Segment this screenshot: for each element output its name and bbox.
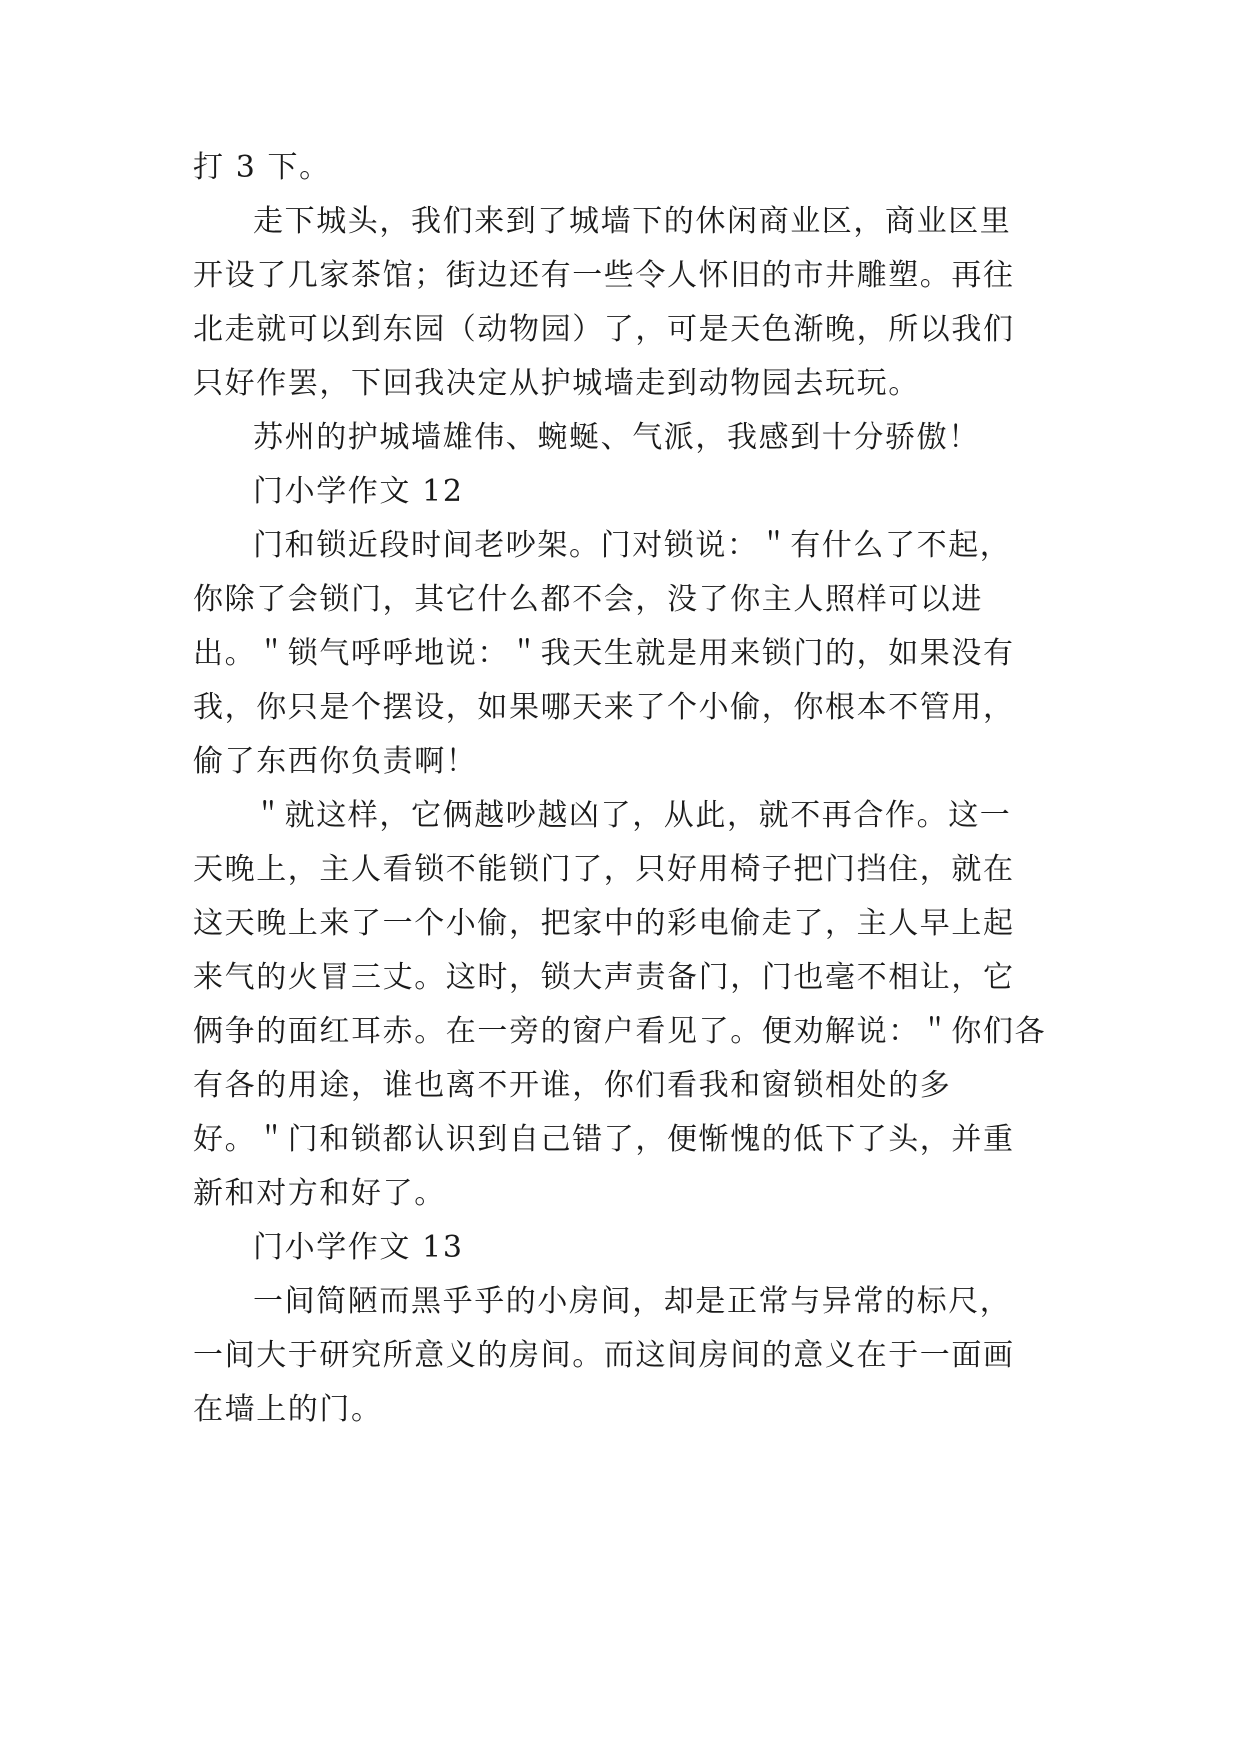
text-line: 打 3 下。 <box>193 150 331 185</box>
text-line: 一间大于研究所意义的房间。而这间房间的意义在于一面画 <box>193 1338 1015 1373</box>
paragraph-start: 门和锁近段时间老吵架。门对锁说：＂有什么了不起， <box>253 528 1012 563</box>
text-line: 来气的火冒三丈。这时，锁大声责备门，门也毫不相让，它 <box>193 960 1015 995</box>
text-line: 开设了几家茶馆；街边还有一些令人怀旧的市井雕塑。再往 <box>193 258 1015 293</box>
text-line: 在墙上的门。 <box>193 1392 383 1427</box>
text-line: 只好作罢，下回我决定从护城墙走到动物园去玩玩。 <box>193 366 920 401</box>
section-heading: 门小学作文 12 <box>253 474 464 509</box>
text-line: 新和对方和好了。 <box>193 1176 446 1211</box>
text-line: 我，你只是个摆设，如果哪天来了个小偷，你根本不管用， <box>193 690 1015 725</box>
paragraph-start: 一间简陋而黑乎乎的小房间，却是正常与异常的标尺， <box>253 1284 1012 1319</box>
text-line: 天晚上，主人看锁不能锁门了，只好用椅子把门挡住，就在 <box>193 852 1015 887</box>
text-line: 北走就可以到东园（动物园）了，可是天色渐晚，所以我们 <box>193 312 1015 347</box>
text-line: 好。＂门和锁都认识到自己错了，便惭愧的低下了头，并重 <box>193 1122 1015 1157</box>
text-line: 俩争的面红耳赤。在一旁的窗户看见了。便劝解说：＂你们各 <box>193 1014 1047 1049</box>
text-line: 你除了会锁门，其它什么都不会，没了你主人照样可以进 <box>193 582 983 617</box>
text-line: 出。＂锁气呼呼地说：＂我天生就是用来锁门的，如果没有 <box>193 636 1015 671</box>
text-line: 这天晚上来了一个小偷，把家中的彩电偷走了，主人早上起 <box>193 906 1015 941</box>
text-line: 有各的用途，谁也离不开谁，你们看我和窗锁相处的多 <box>193 1068 952 1103</box>
paragraph-start: 走下城头，我们来到了城墙下的休闲商业区，商业区里 <box>253 204 1012 239</box>
paragraph-start: 苏州的护城墙雄伟、蜿蜒、气派，我感到十分骄傲！ <box>253 420 980 455</box>
paragraph-start: ＂就这样，它俩越吵越凶了，从此，就不再合作。这一 <box>253 798 1012 833</box>
text-line: 偷了东西你负责啊！ <box>193 744 478 779</box>
section-heading: 门小学作文 13 <box>253 1230 464 1265</box>
